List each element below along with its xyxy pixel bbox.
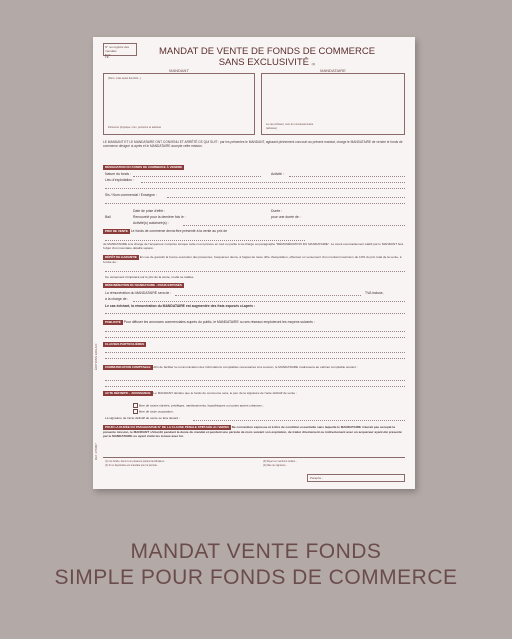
caption-line-1: MANDAT VENTE FONDS (130, 540, 382, 563)
enseigne-line-2[interactable] (105, 203, 405, 204)
footer-rule (103, 457, 405, 458)
bail-label: Bail (105, 215, 111, 219)
prix-line[interactable] (105, 240, 305, 241)
prix-text: Le fonds de commerce devra être présenté à la vente au prix de (130, 229, 228, 233)
designation-row (103, 165, 405, 170)
mandant-foot: Personne physique, nom, prénoms et adresse (108, 126, 162, 129)
section-designation: DÉSIGNATION DU FONDS DE COMMERCE À VENDRE (105, 165, 183, 169)
section-acte: ACTE DÉFINITIF - JOUISSANCE (105, 391, 151, 395)
comptable-line[interactable] (105, 380, 405, 381)
remun-text-2: Le cas échéant, la rémunération du MANDATAIRE est augmentée des frais exposés ci-après : (105, 304, 256, 308)
clauses-line-1[interactable] (105, 352, 405, 353)
paraphe-label: Paraphe : (310, 476, 324, 480)
section-clause-penale: POUR LA DURÉE DU PARAGRAPHE N° DE LA CLAUSE PÉNALE STIPULÉE AU VERSO (105, 425, 229, 429)
acte-option-2-checkbox[interactable] (133, 409, 138, 414)
sis-label: Sis / Nom commercial / Enseigne : (105, 193, 157, 197)
remun-frais-line[interactable] (105, 313, 405, 314)
publicite-line[interactable] (105, 331, 405, 332)
mandant-box (103, 68, 255, 135)
footnote-2: (2) Si un dépositaire est mandaté pour la période... (105, 464, 159, 467)
depot-paragraph (103, 255, 405, 264)
acte-text-2: La signature de l'acte définitif de vente se fera devant : (105, 416, 180, 420)
publicite-text: Pour diffuser les annonces commerciales auprès du public, le MANDATAIRE ou ses réseaux emploieront les moyens suivants : (123, 320, 315, 324)
remun-charge-line[interactable] (133, 301, 405, 302)
activite-line[interactable] (289, 176, 405, 177)
acte-option-1[interactable]: libre de toutes sûretés, privilèges, nantissements, hypothèques ou toutes autres créances ; (133, 403, 264, 408)
section-clauses: CLAUSES PARTICULIÈRES (105, 342, 145, 346)
remuneration-row (103, 283, 405, 288)
publicite-line-2[interactable] (105, 337, 405, 338)
lieu-line-2[interactable] (105, 188, 405, 189)
penale-paragraph (103, 425, 405, 438)
depot-text-2: Ce versement s'imputera sur le prix de la vente, si elle se réalise. (105, 275, 195, 279)
bail-date-label: Date de prise d'effet : (133, 209, 166, 213)
publicite-row (103, 320, 405, 325)
acte-option-1-checkbox[interactable] (133, 403, 138, 408)
edge-text-1: ÉDITIONS EDILAIX (94, 343, 98, 370)
intro-paragraph: LE MANDANT ET LE MANDATAIRE ONT CONVENU ET ARRÊTÉ CE QUI SUIT : par les présentes le MANDANT, agissant pleinement concourt au présent mandat, charge le MANDATAIRE de vendre le fonds de commerce désigné ci-après et le MANDATAIRE accepte cette mission. (103, 140, 403, 148)
acte-text: Le MANDANT déclare que le fonds de commerce sera, le jour de la signature de l'acte définitif de vente : (153, 391, 297, 395)
acte-option-2[interactable]: libre de toute occupation. (133, 409, 174, 414)
remun-tva: TVA incluse, (365, 291, 384, 295)
comptable-text: Afin de faciliter la communication des informations comptables nécessaires à la cession, le MANDATAIRE s'adressera au cabinet comptable suivant : (153, 365, 358, 369)
depot-line[interactable] (105, 271, 405, 272)
reference-label: N° au registre des mandats (105, 45, 130, 53)
title-note: (1) (311, 62, 316, 66)
paraphe-box[interactable] (307, 474, 405, 482)
remun-charge-label: à la charge de : (105, 297, 129, 301)
bail-pour-label: pour une durée de : (271, 215, 301, 219)
mandataire-foot: Le cas échéant, nom du concessionnaire (266, 123, 314, 126)
acte-paragraph (103, 391, 405, 396)
caption-line-2: SIMPLE POUR FONDS DE COMMERCE (54, 566, 458, 589)
mandate-number-box (103, 43, 137, 60)
bail-renouv-label: Renouvelé pour la dernière fois le : (133, 215, 186, 219)
section-depot: DÉPÔT DE GARANTIE (105, 255, 137, 259)
remun-line[interactable] (175, 295, 361, 296)
clauses-line-2[interactable] (105, 358, 405, 359)
footnote-1: (1) Cet Article, dans la ou plusieurs parties bénéficiaires... (105, 460, 166, 463)
title-line-2: SANS EXCLUSIVITÉ (1) (218, 57, 316, 68)
acte-line[interactable] (193, 420, 405, 421)
depot-text: En vue de garantir la bonne exécution des présentes, l'acquéreur devra, à l'appui de toute offre d'acquisition, effectuer un versement d'un montant maximum de 10% du prix total de la vente, à l'ordre de : (103, 255, 402, 264)
penale-text: De convention expresse et à titre de condition essentielle sans laquelle le MANDATAIRE n'aurait pas accepté la présente mission, le MANDANT s'interdit pendant la durée du mandat et pendant une période de mois suivant son expiration, de traiter directement ou indirectement avec un acquéreur ayant été présenté par le MANDATAIRE ou ayant visité les locaux avec lui. (103, 425, 402, 438)
nature-label: Nature du fonds : (105, 172, 132, 176)
remun-label: La rémunération du MANDATAIRE sera de : (105, 291, 172, 295)
mandataire-box (261, 68, 405, 135)
document-edge-label (94, 260, 103, 476)
comptable-line-2[interactable] (105, 386, 405, 387)
mandant-label: MANDANT (169, 68, 189, 73)
bail-activite-line[interactable] (183, 225, 405, 226)
document-page (93, 37, 415, 489)
section-comptable: COMMUNICATION COMPTABLE (105, 365, 151, 369)
lieu-label: Lieu d'exploitation : (105, 178, 134, 182)
section-prix: PRIX DE VENTE (105, 229, 128, 233)
section-remuneration: RÉMUNÉRATION DU MANDATAIRE - FRAIS EXPOSÉS (105, 283, 182, 287)
footnote-3: (3) Rayer les mentions inutiles... (263, 460, 298, 463)
bail-activite-label: Activité(s) autorisée(s) : (133, 221, 169, 225)
footnote-4: (4) Date de signature... (263, 464, 288, 467)
enseigne-line[interactable] (167, 197, 405, 198)
mandant-hint: (Nom, mais aussi domicile...) (108, 77, 142, 80)
comptable-paragraph (103, 365, 405, 370)
clauses-row (103, 342, 405, 347)
prix-row (103, 229, 405, 234)
lieu-line[interactable] (141, 182, 405, 183)
document-title (139, 46, 395, 70)
mandataire-label: MANDATAIRE (320, 68, 346, 73)
edge-text-2: Réf. 17D007 (94, 443, 98, 460)
nature-line[interactable] (133, 176, 261, 177)
number-label: N° (105, 54, 111, 60)
bail-duree-label: Durée : (271, 209, 283, 213)
mandataire-foot-2: (adresse) (266, 127, 277, 130)
prix-paragraph: de MANDATAIRE à la charge de l'acquéreur comprise lorsque celle-ci est prévue en tout ou partie à sa charge au paragraphe "RÉMUNÉRATION DU MANDATAIRE". Le stock éventuellement établi par le MANDANT fera l'objet d'un inventaire détaillé séparé. (103, 242, 404, 250)
section-publicite: PUBLICITÉ (105, 320, 121, 324)
activite-label: Activité : (271, 172, 284, 176)
title-line-1: MANDAT DE VENTE DE FONDS DE COMMERCE (158, 46, 376, 57)
